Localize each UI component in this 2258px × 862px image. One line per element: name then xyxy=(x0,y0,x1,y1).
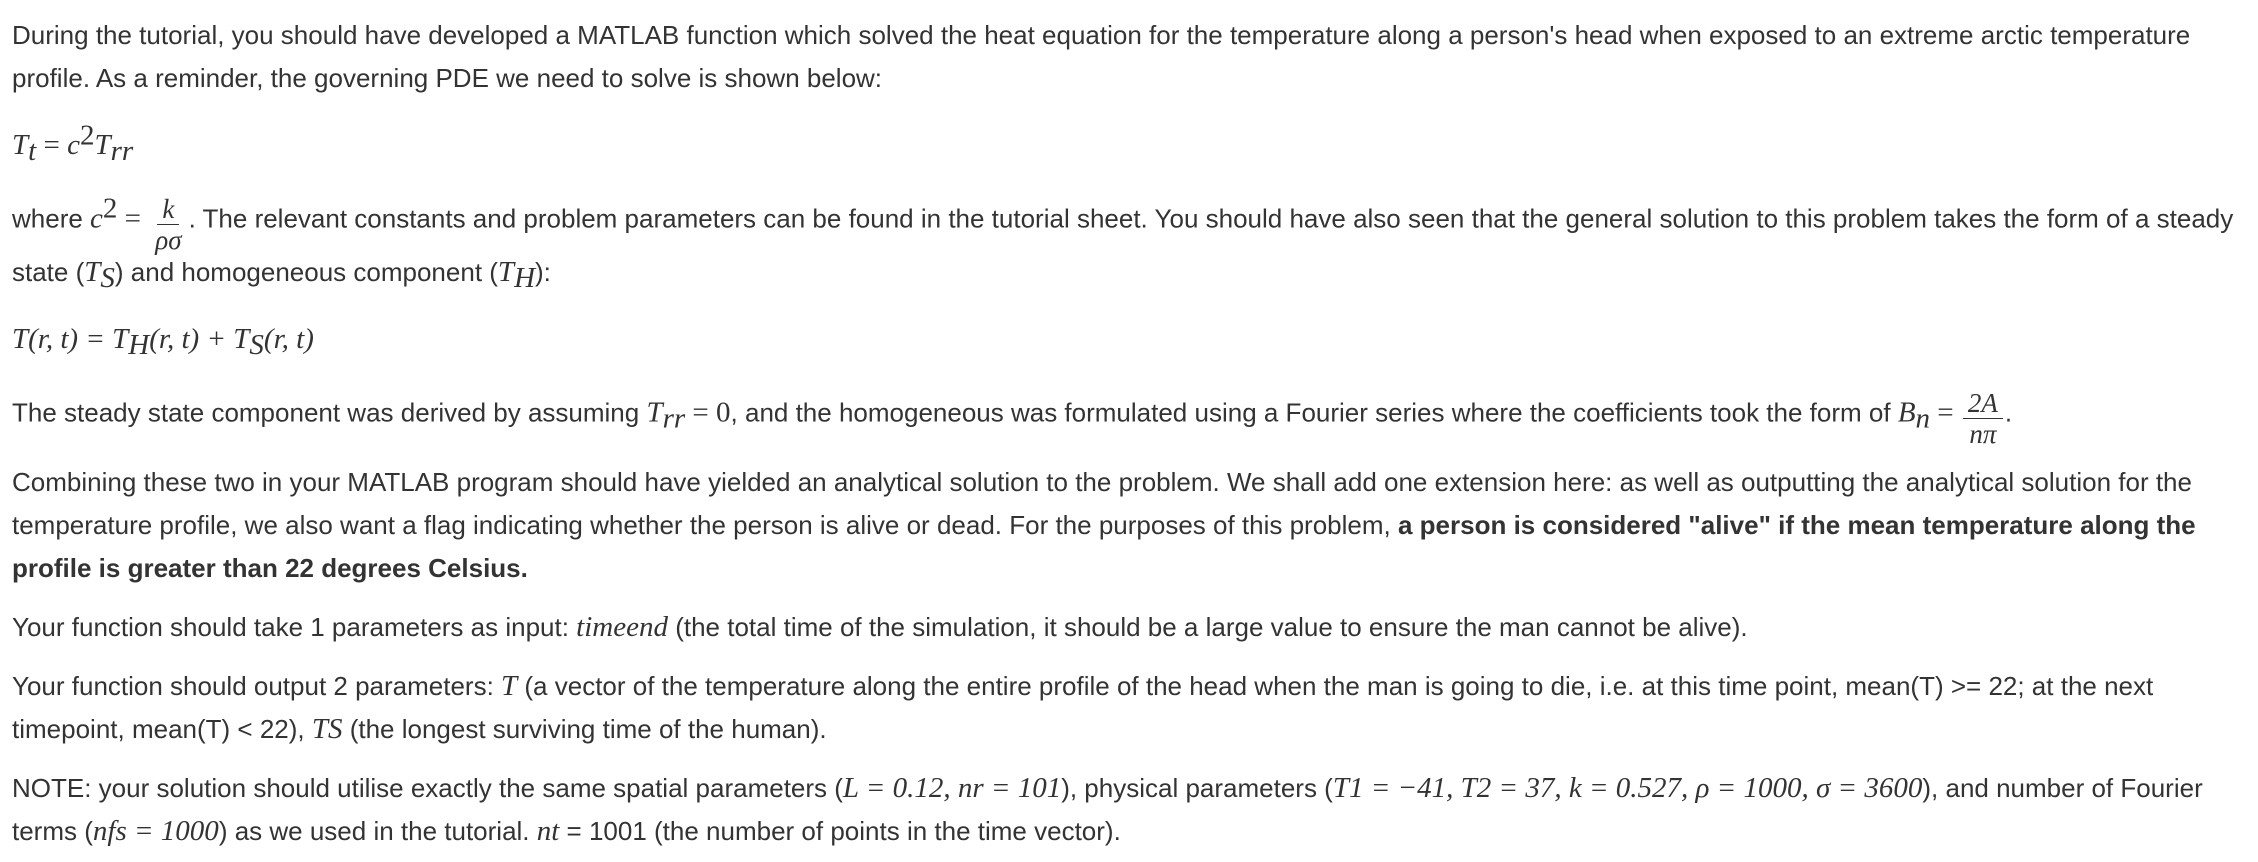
eq2-args3: (r, t) xyxy=(263,323,314,355)
p2-end: ): xyxy=(535,257,551,287)
fourier-terms: nfs = 1000 xyxy=(92,815,219,847)
fraction-denominator: nπ xyxy=(1969,419,1997,449)
p2-ts-sub: S xyxy=(100,262,115,295)
eq2-args2: (r, t) + xyxy=(149,323,234,355)
p6-text-c: (the longest surviving time of the human). xyxy=(342,714,827,744)
eq2-T: T xyxy=(12,323,29,355)
fraction-numerator: 2A xyxy=(1963,388,2003,419)
nt-variable: nt xyxy=(536,815,560,847)
eq2-TH: T xyxy=(112,323,129,355)
intro-text: During the tutorial, you should have developed a MATLAB function which solved the heat equation for the temperature along a person's head when exposed to an extreme arctic temperature profile. As a reminder, the governing PDE we need to solve is shown below: xyxy=(12,20,2191,93)
eq-lhs-sub: t xyxy=(28,135,37,168)
p7-text-d: ) as we used in the tutorial. xyxy=(218,816,537,846)
eq2-sub-H: H xyxy=(128,329,150,362)
p3-period: . xyxy=(2004,397,2013,428)
p2-th-T: T xyxy=(497,256,515,288)
output-variable-TS: TS xyxy=(311,713,343,745)
coefficient-fraction xyxy=(1963,388,2003,449)
note-paragraph xyxy=(12,767,2246,853)
fraction-numerator: k xyxy=(157,194,179,225)
p7-text-b: ), physical parameters ( xyxy=(1061,773,1333,803)
p7-text-a: NOTE: your solution should utilise exactly the same spatial parameters ( xyxy=(12,773,843,803)
diffusivity-paragraph xyxy=(12,190,2246,294)
p3-T: T xyxy=(646,396,663,429)
steady-state-paragraph xyxy=(12,384,2246,449)
eq2-sub-S: S xyxy=(249,329,264,362)
p2-equals: = xyxy=(117,202,149,235)
p2-text: . The relevant constants and problem parameters can be found in the tutorial sheet. You should have also seen that the general solution to this problem takes the form of a steady state ( xyxy=(12,203,2234,287)
p3-eq0: = 0 xyxy=(685,396,731,429)
extension-paragraph xyxy=(12,461,2246,590)
p3-T-sub: rr xyxy=(662,402,686,435)
p2-c: c xyxy=(90,202,103,235)
p2-ts-T: T xyxy=(84,256,101,288)
alive-criterion: a person is considered "alive" if the mean temperature along the profile is greater than 22 degrees Celsius. xyxy=(12,510,2196,583)
p3-B: B xyxy=(1897,396,1916,429)
p2-c-sup: 2 xyxy=(102,192,118,225)
p2-mid: ) and homogeneous component ( xyxy=(114,257,498,287)
p7-text-e: = 1001 (the number of points in the time vector). xyxy=(559,816,1121,846)
output-paragraph xyxy=(12,665,2246,751)
p4-text: Combining these two in your MATLAB program should have yielded an analytical solution to the problem. We shall add one extension here: as well as outputting the analytical solution for the temperature profile, we also want a flag indicating whether the person is alive or dead. For the purposes of this problem, xyxy=(12,467,2192,540)
diffusivity-fraction xyxy=(150,194,186,255)
p2-where: where xyxy=(12,203,91,234)
eq-c-sup: 2 xyxy=(79,119,95,152)
p3-text-b: , and the homogeneous was formulated using a Fourier series where the coefficients took the form of xyxy=(730,397,1898,428)
eq-c: c xyxy=(67,129,80,161)
p3-equals: = xyxy=(1930,396,1961,429)
p5-text-a: Your function should take 1 parameters as input: xyxy=(12,612,577,642)
fraction-denominator: ρσ xyxy=(155,225,182,255)
physical-parameters: T1 = −41, T2 = 37, k = 0.527, ρ = 1000, σ = 3600 xyxy=(1332,772,1923,804)
p5-text-b: (the total time of the simulation, it should be a large value to ensure the man cannot be alive). xyxy=(667,612,1748,642)
p7-text-c: ), and number of Fourier terms ( xyxy=(12,773,2203,846)
p2-th-sub: H xyxy=(514,262,536,295)
governing-pde xyxy=(12,116,2246,174)
p3-text-a: The steady state component was derived by assuming xyxy=(12,397,647,428)
eq2-TS: T xyxy=(233,323,250,355)
input-variable: timeend xyxy=(576,611,668,643)
eq-equals: = xyxy=(36,129,68,161)
eq-lhs-T: T xyxy=(12,129,29,161)
p6-text-b: (a vector of the temperature along the entire profile of the head when the man is going to die, i.e. at this time point, mean(T) >= 22; at the next timepoint, mean(T) < 22), xyxy=(12,671,2154,744)
eq-rhs-sub: rr xyxy=(110,135,134,168)
eq2-args1: (r, t) = xyxy=(28,323,113,355)
spatial-parameters: L = 0.12, nr = 101 xyxy=(842,772,1062,804)
intro-paragraph xyxy=(12,14,2246,100)
output-variable-T: T xyxy=(501,670,518,702)
eq-rhs-T: T xyxy=(94,129,111,161)
p3-B-sub: n xyxy=(1915,402,1931,435)
p6-text-a: Your function should output 2 parameters: xyxy=(12,671,502,701)
input-paragraph xyxy=(12,606,2246,649)
general-solution-equation xyxy=(12,310,2246,368)
